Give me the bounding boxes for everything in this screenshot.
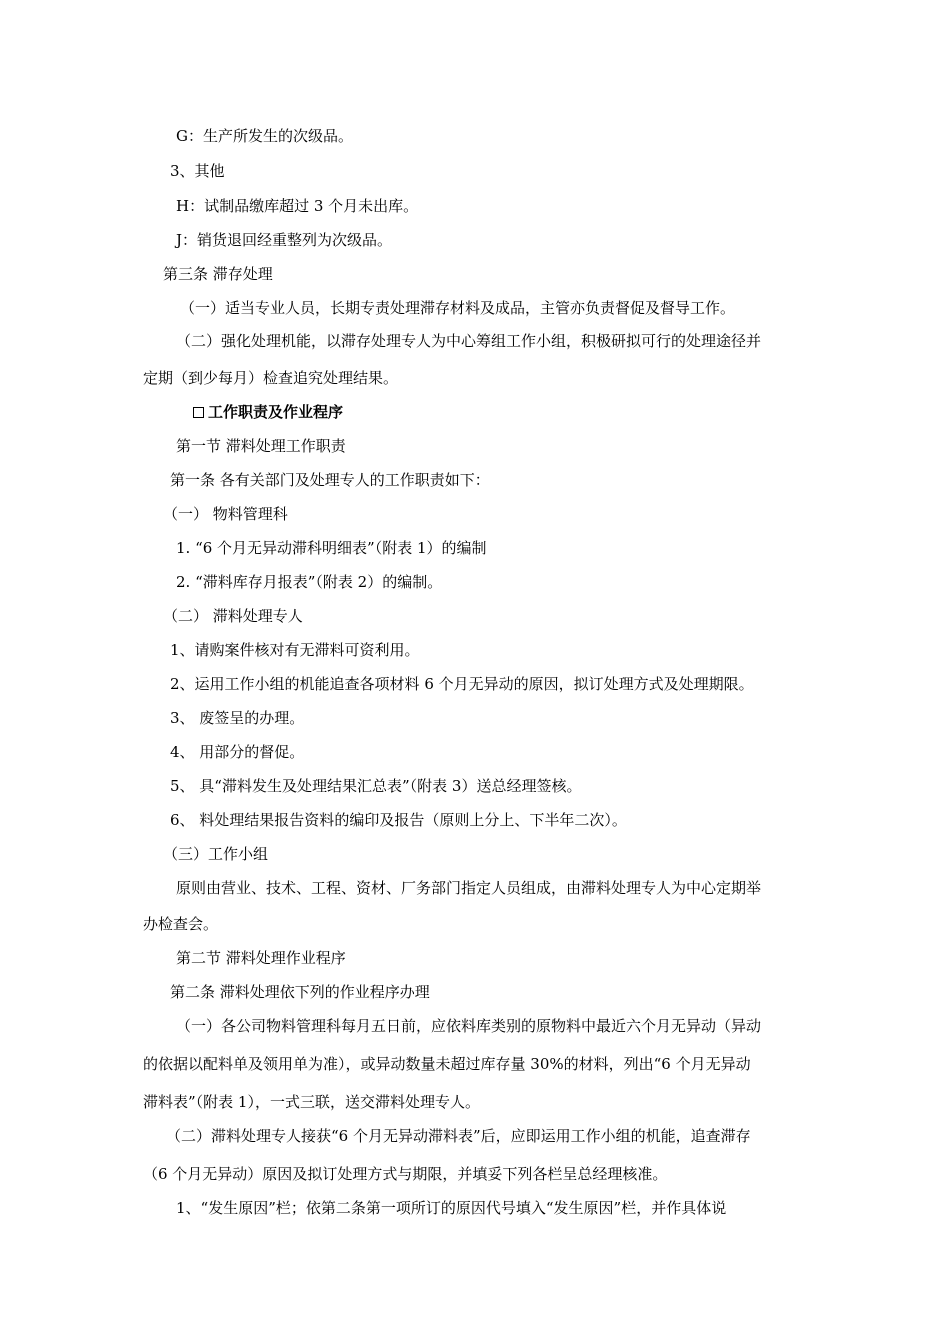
text-line: 4、 用部分的督促。	[170, 743, 305, 761]
text-line: 2. “滞料库存月报表”（附表 2）的编制。	[176, 573, 443, 591]
text-line: （二） 滞料处理专人	[163, 607, 303, 625]
section-title: 第三条 滞存处理	[163, 265, 273, 283]
text-line: （三）工作小组	[163, 845, 269, 863]
section-title: 第一节 滞料处理工作职责	[176, 437, 346, 455]
text-line: （一）各公司物料管理科每月五日前，应依料库类别的原物料中最近六个月无异动（异动	[176, 1017, 762, 1035]
text-line: 第一条 各有关部门及处理专人的工作职责如下：	[170, 471, 490, 489]
text-line: （一） 物料管理科	[163, 505, 288, 523]
text-line: （一）适当专业人员，长期专责处理滞存材料及成品，主管亦负责督促及督导工作。	[180, 299, 736, 317]
chapter-heading	[193, 402, 343, 422]
text-line: H：试制品缴库超过 3 个月未出库。	[176, 197, 419, 215]
text-line: 办检查会。	[143, 915, 219, 933]
text-line: 滞料表”（附表 1），一式三联，送交滞料处理专人。	[143, 1093, 480, 1111]
text-line: J：销货退回经重整列为次级品。	[176, 231, 393, 249]
text-line: 定期（到少每月）检查追究处理结果。	[143, 369, 399, 387]
text-line: 1、“发生原因”栏；依第二条第一项所订的原因代号填入“发生原因”栏，并作具体说	[176, 1199, 727, 1217]
text-line: 1. “6 个月无异动滞科明细表”（附表 1）的编制	[176, 539, 487, 557]
text-line: 5、 具“滞料发生及处理结果汇总表”（附表 3）送总经理签核。	[170, 777, 582, 795]
text-line: 第二条 滞料处理依下列的作业程序办理	[170, 983, 430, 1001]
text-line: 2、运用工作小组的机能追查各项材料 6 个月无异动的原因，拟订处理方式及处理期限。	[170, 675, 754, 693]
checkbox-icon	[193, 407, 204, 418]
text-line: （二）强化处理机能，以滞存处理专人为中心筹组工作小组，积极研拟可行的处理途径并	[176, 332, 762, 350]
text-line: 的依据以配料单及领用单为准），或异动数量未超过库存量 30%的材料，列出“6 个月无异动	[143, 1055, 751, 1073]
text-line: G：生产所发生的次级品。	[176, 127, 353, 145]
text-line: （6 个月无异动）原因及拟订处理方式与期限，并填妥下列各栏呈总经理核准。	[143, 1165, 668, 1183]
text-line: （二）滞料处理专人接获“6 个月无异动滞料表”后，应即运用工作小组的机能，追查滞存	[166, 1127, 751, 1145]
text-line: 3、 废签呈的办理。	[170, 709, 305, 727]
text-line: 3、其他	[170, 162, 225, 180]
text-line: 原则由营业、技术、工程、资材、厂务部门指定人员组成，由滞料处理专人为中心定期举	[176, 879, 762, 897]
text-line: 1、请购案件核对有无滞料可资利用。	[170, 641, 420, 659]
section-title: 第二节 滞料处理作业程序	[176, 949, 346, 967]
text-line: 6、 料处理结果报告资料的编印及报告（原则上分上、下半年二次）。	[170, 811, 627, 829]
chapter-heading-text: 工作职责及作业程序	[208, 403, 344, 421]
